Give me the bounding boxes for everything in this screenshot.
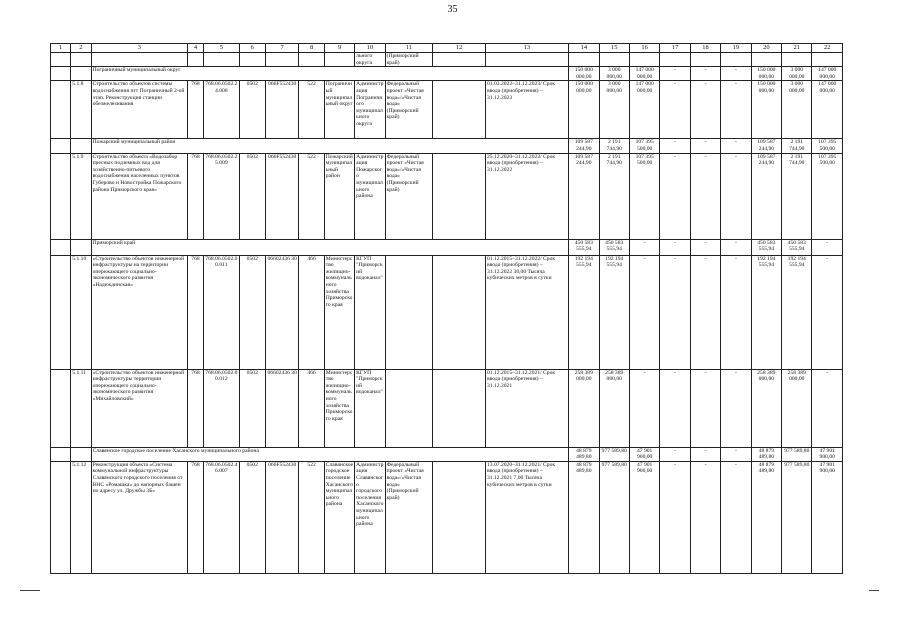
amount-cell: 107 395 500,00 — [629, 153, 659, 239]
group-name: Славянское городское поселение Хасанского муниципального района — [91, 447, 569, 461]
amount-cell: 48 879 489,80 — [569, 461, 599, 573]
column-header: 21 — [782, 44, 812, 53]
amount-cell: 107 395 500,00 — [812, 139, 843, 153]
amount-cell: 48 879 489,80 — [751, 447, 781, 461]
item-number: 5.1.12 — [71, 461, 91, 573]
table-cell: 25.12.2020–31.12.2022/ Срок ввода (приобретения) – 31.12.2022 — [485, 153, 568, 239]
amount-cell: 258 389 000,00 — [782, 369, 812, 447]
table-cell — [690, 53, 720, 67]
table-cell — [433, 81, 486, 139]
table-cell — [721, 53, 751, 67]
column-header: 6 — [239, 44, 265, 53]
table-cell — [187, 53, 203, 67]
table-cell: Пограничный муниципальный округ — [324, 81, 354, 139]
amount-cell: 192 194 555,94 — [599, 255, 629, 369]
table-cell — [385, 255, 433, 369]
table-cell — [71, 447, 91, 461]
amount-cell: 147 000 000,00 — [629, 67, 659, 81]
amount-cell: - — [660, 369, 690, 447]
amount-cell: 977 589,80 — [599, 461, 629, 573]
table-cell — [433, 153, 486, 239]
table-cell — [51, 81, 71, 139]
amount-cell: - — [812, 239, 843, 255]
column-header: 19 — [721, 44, 751, 53]
table-cell — [751, 53, 781, 67]
table-cell — [51, 447, 71, 461]
amount-cell: 47 901 900,00 — [629, 447, 659, 461]
amount-cell: - — [660, 447, 690, 461]
amount-cell: - — [690, 139, 720, 153]
item-number: 5.1.11 — [71, 369, 91, 447]
column-header: 11 — [385, 44, 433, 53]
amount-cell: - — [660, 67, 690, 81]
table-cell: 0502 — [239, 369, 265, 447]
table-cell — [51, 255, 71, 369]
amount-cell: 3 000 000,00 — [599, 81, 629, 139]
amount-cell: - — [660, 239, 690, 255]
group-name: Пограничный муниципальный округ — [91, 67, 569, 81]
table-cell — [51, 139, 71, 153]
table-cell: 466 — [299, 369, 324, 447]
table-cell — [433, 369, 486, 447]
amount-cell: 258 389 000,00 — [569, 369, 599, 447]
column-header: 22 — [812, 44, 843, 53]
amount-cell: 150 000 000,00 — [751, 67, 781, 81]
table-cell: 0502 — [239, 153, 265, 239]
table-cell: Администрация Славянского городского поселения Хасанского муниципального района — [355, 461, 385, 573]
table-cell — [204, 53, 239, 67]
table-cell: 522 — [299, 81, 324, 139]
amount-cell: 258 389 000,00 — [599, 369, 629, 447]
table-row — [51, 153, 843, 239]
column-header: 9 — [324, 44, 354, 53]
amount-cell: - — [721, 67, 751, 81]
amount-cell: - — [660, 81, 690, 139]
column-header: 18 — [690, 44, 720, 53]
amount-cell: - — [721, 81, 751, 139]
amount-cell: - — [721, 369, 751, 447]
table-cell: 768 — [187, 81, 203, 139]
table-cell — [71, 53, 91, 67]
table-cell: Администрация Пожарского муниципального района — [355, 153, 385, 239]
table-cell: 768.06.0502.25.009 — [204, 153, 239, 239]
table-cell — [324, 53, 354, 67]
amount-cell: 450 583 555,94 — [782, 239, 812, 255]
table-cell: Федеральный проект «Чистая вода»/«Чистая вода» (Приморский край) — [385, 461, 433, 573]
amount-cell: 150 000 000,00 — [569, 81, 599, 139]
amount-cell: 3 000 000,00 — [782, 67, 812, 81]
amount-cell: - — [812, 255, 843, 369]
object-name: «Строительство объектов инженерной инфраструктуры на территории опережающего социально-экономического развития «Надеждинская» — [91, 255, 187, 369]
table-cell: 0502 — [239, 81, 265, 139]
amount-cell: 977 589,80 — [599, 447, 629, 461]
table-cell — [91, 53, 187, 67]
table-cell: 066F552430 — [265, 153, 298, 239]
group-row — [51, 67, 843, 81]
table-cell — [660, 53, 690, 67]
amount-cell: 109 587 244,90 — [569, 153, 599, 239]
amount-cell: 47 901 900,00 — [812, 461, 843, 573]
table-cell: 0502 — [239, 255, 265, 369]
amount-cell: 450 583 555,94 — [599, 239, 629, 255]
column-header: 1 — [51, 44, 71, 53]
item-number: 5.1.9 — [71, 153, 91, 239]
footer-line-left — [20, 590, 40, 591]
object-name: Строительство объекта «Водозабор пресных подземных вод для хозяйственно-питьевого водоснабжения населенных пунктов Губерово и Новостройка Пожарского района Приморского края» — [91, 153, 187, 239]
table-cell — [239, 53, 265, 67]
table-cell: 768 — [187, 369, 203, 447]
table-cell — [51, 67, 71, 81]
item-number: 5.1.10 — [71, 255, 91, 369]
object-name: «Строительство объектов инженерной инфраструктуры территории опережающего социально-экономического развития «Михайловский» — [91, 369, 187, 447]
table-cell — [812, 53, 843, 67]
amount-cell: 977 589,80 — [782, 461, 812, 573]
amount-cell: 109 587 244,90 — [751, 153, 781, 239]
amount-cell: - — [690, 369, 720, 447]
amount-cell: - — [690, 447, 720, 461]
table-cell: 0502 — [239, 461, 265, 573]
amount-cell: - — [690, 461, 720, 573]
amount-cell: - — [812, 369, 843, 447]
amount-cell: 48 879 489,80 — [751, 461, 781, 573]
column-header: 20 — [751, 44, 781, 53]
table-cell: 06602436 30 — [265, 255, 298, 369]
table-row — [51, 255, 843, 369]
table-cell: 768.06.0502.00.012 — [204, 369, 239, 447]
amount-cell: - — [721, 153, 751, 239]
amount-cell: 2 191 744,90 — [782, 153, 812, 239]
amount-cell: 150 000 000,00 — [569, 67, 599, 81]
amount-cell: - — [721, 461, 751, 573]
footer-line-right — [869, 590, 879, 591]
table-cell: 01.03.2022–31.12.2023/ Срок ввода (приобретения) – 31.12.2023 — [485, 81, 568, 139]
amount-cell: 147 000 000,00 — [629, 81, 659, 139]
table-cell — [433, 255, 486, 369]
column-header: 4 — [187, 44, 203, 53]
table-cell: 066F552430 — [265, 461, 298, 573]
table-cell: КГУП "Приморский водоканал" — [355, 255, 385, 369]
table-cell — [485, 53, 568, 67]
table-cell — [71, 139, 91, 153]
object-name: Строительство объектов системы водоснабжения пгт Пограничный 2-ой этап. Реконструкция станции обезжелезивания — [91, 81, 187, 139]
amount-cell: 192 194 555,94 — [751, 255, 781, 369]
table-cell: 01.12.2015–31.12.2021/ Срок ввода (приобретения) – 31.12.2021 — [485, 369, 568, 447]
table-cell: Администрация Пограничного муниципального округа — [355, 81, 385, 139]
table-cell: 06602436 30 — [265, 369, 298, 447]
table-cell: 522 — [299, 461, 324, 573]
column-header: 17 — [660, 44, 690, 53]
amount-cell: - — [690, 81, 720, 139]
amount-cell: 2 191 744,90 — [599, 139, 629, 153]
column-header: 15 — [599, 44, 629, 53]
amount-cell: 107 395 500,00 — [629, 139, 659, 153]
column-header: 8 — [299, 44, 324, 53]
amount-cell: - — [721, 239, 751, 255]
table-cell: 768.06.0502.24.008 — [204, 81, 239, 139]
table-cell — [71, 67, 91, 81]
table-row — [51, 461, 843, 573]
amount-cell: 47 901 900,00 — [812, 447, 843, 461]
amount-cell: 47 901 900,00 — [629, 461, 659, 573]
group-row — [51, 139, 843, 153]
column-header: 7 — [265, 44, 298, 53]
table-cell — [265, 53, 298, 67]
table-cell: Министерство жилищно-коммунального хозяйства Приморского края — [324, 369, 354, 447]
column-header: 3 — [91, 44, 187, 53]
amount-cell: - — [690, 67, 720, 81]
amount-cell: - — [721, 255, 751, 369]
table-cell: 768.06.0502.46.007 — [204, 461, 239, 573]
table-cell: Пожарский муниципальный район — [324, 153, 354, 239]
table-cell: 768 — [187, 153, 203, 239]
amount-cell: - — [629, 369, 659, 447]
amount-cell: - — [660, 461, 690, 573]
amount-cell: - — [660, 255, 690, 369]
table-cell — [569, 53, 599, 67]
table-cell — [629, 53, 659, 67]
table-cell: Министерство жилищно-коммунального хозяйства Приморского края — [324, 255, 354, 369]
table-cell — [599, 53, 629, 67]
table-cell: 768 — [187, 461, 203, 573]
amount-cell: - — [660, 153, 690, 239]
header-row — [51, 44, 843, 53]
amount-cell: - — [660, 139, 690, 153]
table-cell: КГУП "Приморский водоканал" — [355, 369, 385, 447]
column-header: 10 — [355, 44, 385, 53]
amount-cell: 2 191 744,90 — [782, 139, 812, 153]
table-cell — [51, 369, 71, 447]
continuation-row — [51, 53, 843, 67]
table-cell — [51, 461, 71, 573]
column-header: 16 — [629, 44, 659, 53]
column-header: 14 — [569, 44, 599, 53]
group-name: Пожарский муниципальный район — [91, 139, 569, 153]
amount-cell: - — [690, 153, 720, 239]
amount-cell: 147 000 000,00 — [812, 67, 843, 81]
program-table — [50, 43, 843, 574]
table-cell: 01.12.2015–31.12.2022/ Срок ввода (приобретения) – 31.12.2022 30,00 Тысяча кубических метров в сутки — [485, 255, 568, 369]
column-header: 5 — [204, 44, 239, 53]
table-row — [51, 369, 843, 447]
amount-cell: - — [690, 239, 720, 255]
table-cell: Федеральный проект «Чистая вода»/«Чистая вода» (Приморский край) — [385, 81, 433, 139]
table-cell: 522 — [299, 153, 324, 239]
table-cell — [51, 153, 71, 239]
amount-cell: 977 589,80 — [782, 447, 812, 461]
amount-cell: 3 000 000,00 — [782, 81, 812, 139]
table-cell — [782, 53, 812, 67]
amount-cell: 258 389 000,00 — [751, 369, 781, 447]
column-header: 2 — [71, 44, 91, 53]
amount-cell: 147 000 000,00 — [812, 81, 843, 139]
table-cell: льного округа — [355, 53, 385, 67]
column-header: 13 — [485, 44, 568, 53]
table-cell: Федеральный проект «Чистая вода»/«Чистая вода» (Приморский край) — [385, 153, 433, 239]
item-number: 5.1.8 — [71, 81, 91, 139]
group-name: Приморский край — [91, 239, 569, 255]
amount-cell: - — [690, 255, 720, 369]
group-row — [51, 239, 843, 255]
amount-cell: 450 583 555,94 — [569, 239, 599, 255]
table-cell — [433, 461, 486, 573]
table-cell: 466 — [299, 255, 324, 369]
amount-cell: 109 587 244,90 — [751, 139, 781, 153]
table-row — [51, 81, 843, 139]
amount-cell: 109 587 244,90 — [569, 139, 599, 153]
amount-cell: 192 194 555,94 — [569, 255, 599, 369]
amount-cell: - — [721, 139, 751, 153]
amount-cell: 150 000 000,00 — [751, 81, 781, 139]
column-header: 12 — [433, 44, 486, 53]
table-cell — [433, 53, 486, 67]
group-row — [51, 447, 843, 461]
page-number: 35 — [447, 4, 458, 15]
object-name: Реконструкция объекта «Система коммунальной инфраструктуры Славянского городского поселения от ВНС «Ромашка» до напорных башен по адресу ул. Дружбы 3Б» — [91, 461, 187, 573]
amount-cell: 450 583 555,94 — [751, 239, 781, 255]
table-cell: (Приморский край) — [385, 53, 433, 67]
table-cell — [51, 239, 71, 255]
amount-cell: 192 194 555,94 — [782, 255, 812, 369]
table-cell: Славянское городское поселение Хасанского муниципального района — [324, 461, 354, 573]
table-cell — [71, 239, 91, 255]
amount-cell: 2 191 744,90 — [599, 153, 629, 239]
table-cell — [51, 53, 71, 67]
amount-cell: 107 395 500,00 — [812, 153, 843, 239]
table-cell: 768.06.0502.00.011 — [204, 255, 239, 369]
table-cell: 066F552430 — [265, 81, 298, 139]
amount-cell: - — [629, 239, 659, 255]
table-cell: 13.07.2020–31.12.2021/ Срок ввода (приобретения) – 31.12.2021 7,00 Тысяча кубических метров в сутки — [485, 461, 568, 573]
amount-cell: 48 879 489,80 — [569, 447, 599, 461]
amount-cell: - — [721, 447, 751, 461]
table-cell — [385, 369, 433, 447]
amount-cell: 3 000 000,00 — [599, 67, 629, 81]
table-cell — [299, 53, 324, 67]
table-cell: 768 — [187, 255, 203, 369]
amount-cell: - — [629, 255, 659, 369]
